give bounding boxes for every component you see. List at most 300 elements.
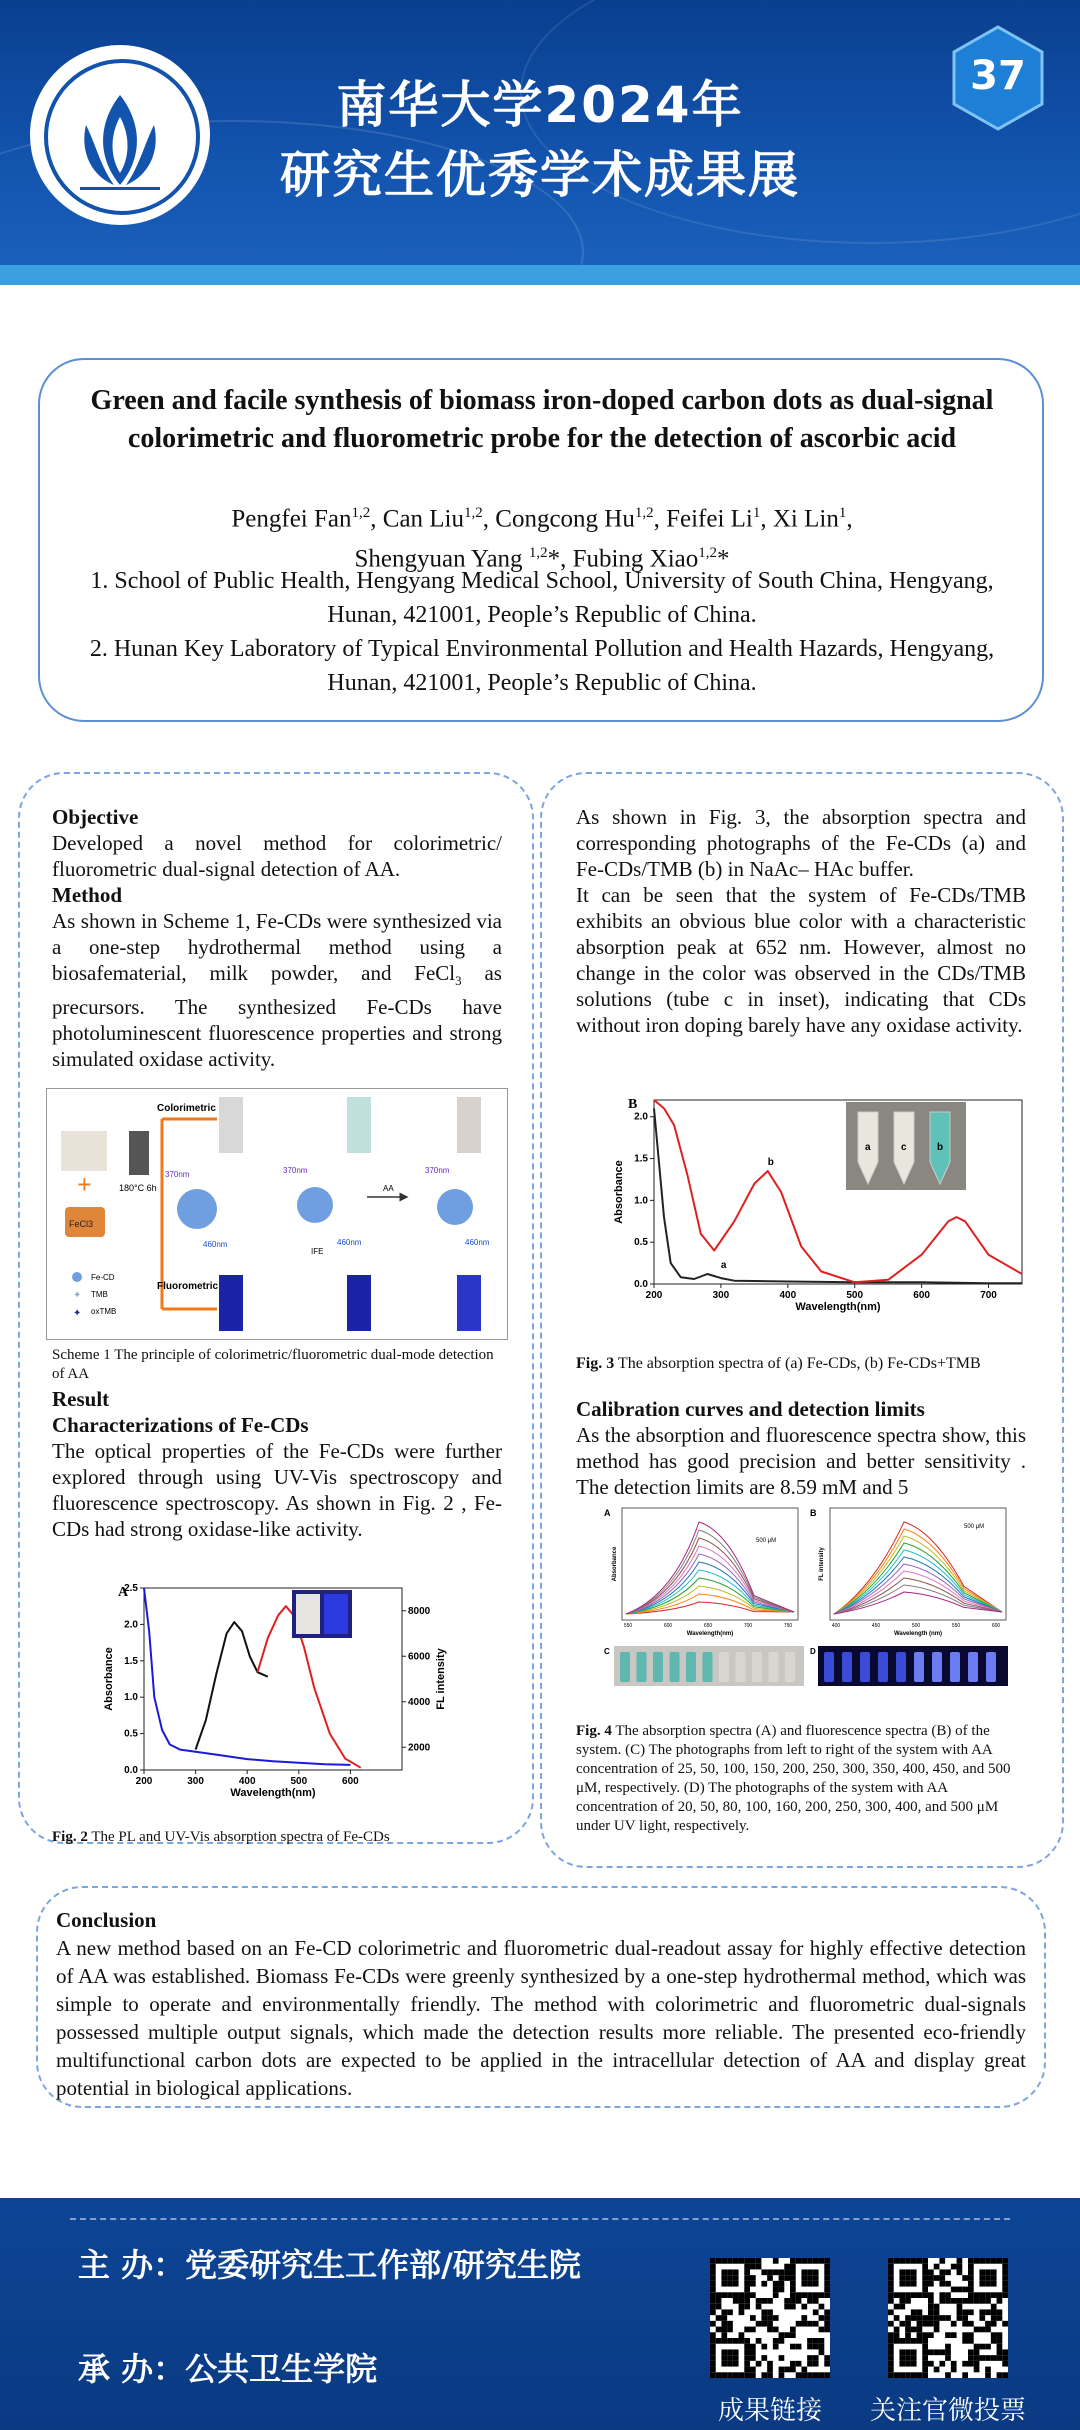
characterization-text: The optical properties of the Fe-CDs were further explored through using UV-Vis spectroscopy and fluorescence spectroscopy. As shown in Fig. 2 , Fe-CDs had strong oxidase-like activity. (52, 1439, 502, 1541)
qr-module (756, 2264, 762, 2270)
qr-module (750, 2315, 756, 2321)
qr-module (997, 2298, 1003, 2304)
qr-module (790, 2344, 796, 2350)
x-tick-label: 600 (913, 1290, 930, 1301)
fecl3-label: FeCl3 (69, 1219, 94, 1229)
qr-module (934, 2315, 940, 2321)
ife-label: IFE (311, 1247, 324, 1256)
qr-module (939, 2269, 945, 2275)
fig4-panel-b-label: B (810, 1508, 817, 1518)
qr-module (985, 2281, 991, 2287)
x-tick-label: 200 (135, 1776, 153, 1787)
qr-module (801, 2372, 807, 2378)
qr-module (761, 2309, 767, 2315)
qr-module (1002, 2269, 1008, 2275)
qr-module (813, 2372, 819, 2378)
qr-module (773, 2338, 779, 2344)
fig4-a-tick: 550 (623, 1623, 633, 1629)
qr-module (721, 2309, 727, 2315)
qr-module (721, 2338, 727, 2344)
qr-module (801, 2269, 807, 2275)
qr-module (899, 2349, 905, 2355)
qr-module (756, 2258, 762, 2264)
qr-module (779, 2372, 785, 2378)
fig2-inset-vial-uv (324, 1594, 348, 1634)
qr-module (888, 2298, 894, 2304)
qr-module (807, 2338, 813, 2344)
qr-module (819, 2338, 825, 2344)
qr-module (813, 2281, 819, 2287)
result-heading: Result (52, 1387, 110, 1411)
qr-module (888, 2367, 894, 2373)
qr-module (710, 2321, 716, 2327)
qr-module (939, 2275, 945, 2281)
qr-module (790, 2298, 796, 2304)
qr-module (911, 2349, 917, 2355)
qr-module (796, 2321, 802, 2327)
qr-module (756, 2338, 762, 2344)
qr-module (801, 2258, 807, 2264)
qr-module (917, 2292, 923, 2298)
qr-module (727, 2327, 733, 2333)
qr-module (733, 2361, 739, 2367)
fig2-chart (100, 1580, 450, 1800)
qr-module (968, 2332, 974, 2338)
qr-module (928, 2349, 934, 2355)
qr-module (779, 2367, 785, 2373)
qr-module (733, 2338, 739, 2344)
qr-module (824, 2292, 830, 2298)
qr-module (934, 2304, 940, 2310)
qr-module (744, 2281, 750, 2287)
qr-module (888, 2338, 894, 2344)
qr-module (1002, 2258, 1008, 2264)
qr-module (807, 2292, 813, 2298)
qr-module (974, 2327, 980, 2333)
qr-module (917, 2372, 923, 2378)
qr-module (813, 2321, 819, 2327)
qr-module (767, 2309, 773, 2315)
x-tick-label: 400 (238, 1776, 256, 1787)
qr-module (733, 2349, 739, 2355)
qr-module (727, 2275, 733, 2281)
qr-module (750, 2355, 756, 2361)
qr-module (917, 2321, 923, 2327)
qr-module (761, 2321, 767, 2327)
fig4d-vial (896, 1652, 906, 1682)
qr-module (744, 2344, 750, 2350)
qr-module (1002, 2281, 1008, 2287)
qr-module (962, 2309, 968, 2315)
qr-module (962, 2361, 968, 2367)
qr-module (905, 2275, 911, 2281)
qr-module (928, 2298, 934, 2304)
qr-module (824, 2361, 830, 2367)
qr-module (813, 2344, 819, 2350)
qr-module (710, 2275, 716, 2281)
qr-module (761, 2355, 767, 2361)
qr-module (905, 2372, 911, 2378)
qr-module (744, 2327, 750, 2333)
qr-module (894, 2332, 900, 2338)
legend-oxtmb-icon: ✦ (73, 1308, 82, 1319)
qr-module (968, 2355, 974, 2361)
objective-text: Developed a novel method for colorimetric/ fluorometric dual-signal detection of AA. (52, 831, 502, 881)
fig4-panel-b-concentration: 500 μM (964, 1524, 985, 1530)
qr-module (894, 2327, 900, 2333)
qr-module (968, 2338, 974, 2344)
qr-module (974, 2292, 980, 2298)
qr-module (985, 2309, 991, 2315)
qr-module (905, 2269, 911, 2275)
qr-module (773, 2315, 779, 2321)
qr-module (968, 2264, 974, 2270)
qr-module (710, 2292, 716, 2298)
qr-module (974, 2367, 980, 2373)
fig2-caption-text: The PL and UV-Vis absorption spectra of Fe-CDs (87, 1829, 390, 1845)
qr-module (710, 2269, 716, 2275)
qr-module (801, 2292, 807, 2298)
qr-module (807, 2355, 813, 2361)
qr-module (934, 2264, 940, 2270)
qr-module (744, 2361, 750, 2367)
fig4-a-tick: 600 (663, 1623, 673, 1629)
y-tick-label: 2.0 (634, 1111, 648, 1123)
qr-module (974, 2361, 980, 2367)
fig4c-vial (752, 1652, 762, 1682)
qr-module (911, 2361, 917, 2367)
header-stripe (0, 265, 1080, 285)
qr-module (744, 2287, 750, 2293)
conclusion-text: A new method based on an Fe-CD colorimetric and fluorometric dual-readout assay for highly effective detection of AA was established. Biomass Fe-CDs were greenly synthesized by a one-step hydrothermal method, which was simple to operate and environmentally friendly. The method with colorimetric and fluorometric dual-signals possessed multiple output signals, which made the detection results more reliable. The presented eco-friendly multifunctional carbon dots are expected to be applied in the intracellular detection of AA and display great potential in biological applications. (56, 1936, 1026, 2100)
qr-module (962, 2332, 968, 2338)
qr-module (744, 2275, 750, 2281)
qr-module (888, 2344, 894, 2350)
qr-module (991, 2258, 997, 2264)
qr-module (991, 2275, 997, 2281)
qr-module (957, 2264, 963, 2270)
qr-module (761, 2281, 767, 2287)
fig4c-vial (686, 1652, 696, 1682)
qr-module (796, 2258, 802, 2264)
qr-module (888, 2361, 894, 2367)
y2-tick-label: 4000 (408, 1696, 431, 1708)
x-tick-label: 600 (342, 1776, 359, 1787)
qr-module (767, 2275, 773, 2281)
qr-module (922, 2372, 928, 2378)
qr-code-results[interactable] (710, 2258, 830, 2378)
qr-module (951, 2321, 957, 2327)
qr-module (951, 2287, 957, 2293)
qr-module (922, 2292, 928, 2298)
qr-module (710, 2355, 716, 2361)
qr-module (721, 2327, 727, 2333)
qr-module (899, 2258, 905, 2264)
fig4-panel-b-xlabel: Wavelength (nm) (893, 1631, 943, 1637)
fig3-intro-text: As shown in Fig. 3, the absorption spectra and corresponding photographs of the Fe-CDs (a) and Fe-CDs/TMB (b) in NaAc– HAc buffer. (576, 805, 1026, 881)
qr-module (997, 2332, 1003, 2338)
qr-module (727, 2269, 733, 2275)
fluorometric-label: Fluorometric (157, 1281, 219, 1292)
fig4-caption-text: The absorption spectra (A) and fluorescence spectra (B) of the system. (C) The photographs from left to right of the system with AA concentration of 25, 50, 100, 150, 200, 250, 300, 350, 400, 450, and 500 μM, respectively. (D) The photographs of the system with AA concentration of 20, 50, 80, 100, 160, 200, 250, 300, 400, and 500 μM under UV light, respectively. (576, 1723, 1011, 1834)
qr-module (888, 2269, 894, 2275)
fig4a-spectrum (626, 1570, 794, 1614)
qr-module (991, 2338, 997, 2344)
x-tick-label: 500 (846, 1290, 864, 1301)
qr-module (979, 2355, 985, 2361)
qr-module (819, 2304, 825, 2310)
qr-module (968, 2298, 974, 2304)
affiliation-1: 1. School of Public Health, Hengyang Medical School, University of South China, Hengyang, Hunan, 421001, People’s Republic of China. (90, 568, 994, 628)
qr-module (790, 2258, 796, 2264)
qr-module (985, 2355, 991, 2361)
x-tick-label: 500 (290, 1776, 308, 1787)
affiliations (70, 564, 1014, 700)
qr-module (997, 2349, 1003, 2355)
qr-code-vote[interactable] (888, 2258, 1008, 2378)
qr-module (905, 2315, 911, 2321)
qr-module (939, 2281, 945, 2287)
qr-module (917, 2309, 923, 2315)
qr-module (997, 2315, 1003, 2321)
fig4d-vial (968, 1652, 978, 1682)
fig4d-vial (842, 1652, 852, 1682)
qr-module (721, 2355, 727, 2361)
qr-module (733, 2292, 739, 2298)
qr-module (801, 2304, 807, 2310)
objective-section (52, 804, 502, 1072)
qr-module (819, 2349, 825, 2355)
qr-module (951, 2264, 957, 2270)
qr-module (807, 2281, 813, 2287)
excitation-label: 370nm (283, 1166, 308, 1175)
qr-module (979, 2298, 985, 2304)
y-tick-label: 1.0 (634, 1195, 648, 1207)
qr-module (979, 2258, 985, 2264)
qr-module (968, 2287, 974, 2293)
qr-module (750, 2327, 756, 2333)
qr-module (813, 2258, 819, 2264)
qr-module (824, 2281, 830, 2287)
qr-module (744, 2292, 750, 2298)
qr-module (899, 2269, 905, 2275)
qr-module (727, 2349, 733, 2355)
qr-module (727, 2281, 733, 2287)
fig3-analysis-text: It can be seen that the system of Fe-CDs/TMB exhibits an obvious blue color with a characteristic absorption peak at 652 nm. However, almost no change in the color was observed in the CDs/TMB solutions (tube c in inset), indicating that CDs without iron doping barely have any oxidase activity. (576, 883, 1026, 1037)
qr-module (991, 2292, 997, 2298)
qr-module (922, 2264, 928, 2270)
qr-module (824, 2287, 830, 2293)
qr-module (733, 2258, 739, 2264)
qr-module (819, 2258, 825, 2264)
fig4c-vial (736, 1652, 746, 1682)
qr-module (807, 2298, 813, 2304)
characterization-heading: Characterizations of Fe-CDs (52, 1413, 309, 1437)
qr-module (716, 2304, 722, 2310)
qr-module (744, 2338, 750, 2344)
affiliation-2: 2. Hunan Key Laboratory of Typical Environmental Pollution and Health Hazards, Hengyang, Hunan, 421001, People’s Republic of China. (89, 636, 995, 696)
qr-module (824, 2372, 830, 2378)
qr-module (957, 2309, 963, 2315)
qr-module (779, 2355, 785, 2361)
qr-module (710, 2361, 716, 2367)
qr-module (922, 2361, 928, 2367)
qr-module (790, 2292, 796, 2298)
qr-module (888, 2355, 894, 2361)
qr-module (991, 2332, 997, 2338)
qr-module (784, 2367, 790, 2373)
qr-module (985, 2367, 991, 2373)
qr-module (744, 2258, 750, 2264)
qr-module (928, 2275, 934, 2281)
qr-module (922, 2315, 928, 2321)
x-tick-label: 700 (980, 1290, 997, 1301)
poster-number: 37 (970, 53, 1026, 99)
y-tick-label: 1.5 (124, 1655, 138, 1667)
qr-module (767, 2315, 773, 2321)
qr-module (807, 2361, 813, 2367)
qr-module (991, 2315, 997, 2321)
qr-module (888, 2281, 894, 2287)
y-tick-label: 2.5 (124, 1583, 138, 1594)
qr-module (767, 2327, 773, 2333)
qr-module (968, 2361, 974, 2367)
fig4c-vial (719, 1652, 729, 1682)
fig4c-vial (620, 1652, 630, 1682)
qr-module (750, 2367, 756, 2373)
qr-module (911, 2315, 917, 2321)
qr-module (733, 2281, 739, 2287)
qr-module (1002, 2321, 1008, 2327)
y-tick-label: 2.0 (124, 1619, 138, 1631)
legend-fecd-icon (72, 1272, 82, 1282)
qr-module (957, 2315, 963, 2321)
paper-title: Green and facile synthesis of biomass iron-doped carbon dots as dual-signal colorimetric and fluorometric probe for the detection of ascorbic acid (90, 385, 994, 454)
qr-module (761, 2344, 767, 2350)
qr-module (997, 2372, 1003, 2378)
qr-module (739, 2309, 745, 2315)
fig4d-vial (932, 1652, 942, 1682)
qr-module (750, 2275, 756, 2281)
qr-module (945, 2372, 951, 2378)
qr-module (779, 2275, 785, 2281)
fe-cd-cluster-3 (437, 1189, 473, 1225)
qr-module (710, 2332, 716, 2338)
qr-module (716, 2315, 722, 2321)
qr-module (939, 2292, 945, 2298)
qr-module (739, 2338, 745, 2344)
qr-module (911, 2269, 917, 2275)
qr-module (985, 2292, 991, 2298)
qr-module (807, 2258, 813, 2264)
qr-module (813, 2361, 819, 2367)
qr-module (784, 2298, 790, 2304)
series-label-b: b (767, 1157, 774, 1169)
qr-module (1002, 2355, 1008, 2361)
qr-module (739, 2298, 745, 2304)
exhibition-title (260, 70, 820, 210)
y2-tick-label: 2000 (408, 1742, 431, 1754)
qr-module (917, 2258, 923, 2264)
qr-module (957, 2287, 963, 2293)
qr-module (790, 2264, 796, 2270)
colorimetric-label: Colorimetric (157, 1103, 216, 1114)
qr-module (727, 2258, 733, 2264)
qr-module (716, 2338, 722, 2344)
qr-module (710, 2298, 716, 2304)
qr-module (727, 2292, 733, 2298)
qr-module (790, 2287, 796, 2293)
fig2-inset-vial-light (296, 1594, 320, 1634)
reaction-condition-label: 180°C 6h (119, 1183, 157, 1193)
qr-module (721, 2332, 727, 2338)
qr-module (744, 2304, 750, 2310)
qr-module (962, 2287, 968, 2293)
qr-module (945, 2298, 951, 2304)
qr-module (911, 2281, 917, 2287)
qr-module (773, 2269, 779, 2275)
qr-module (750, 2349, 756, 2355)
qr-module (790, 2327, 796, 2333)
qr-module (807, 2372, 813, 2378)
y-tick-label: 0.5 (634, 1237, 648, 1249)
qr-module (773, 2327, 779, 2333)
qr-module (957, 2304, 963, 2310)
qr-module (721, 2349, 727, 2355)
qr-module (979, 2292, 985, 2298)
qr-module (888, 2264, 894, 2270)
qr-module (968, 2309, 974, 2315)
qr-module (779, 2287, 785, 2293)
qr-module (784, 2264, 790, 2270)
qr-module (934, 2275, 940, 2281)
qr-module (813, 2298, 819, 2304)
qr-module (761, 2298, 767, 2304)
qr-module (716, 2292, 722, 2298)
qr-module (796, 2344, 802, 2350)
x-tick-label: 300 (712, 1290, 730, 1301)
qr-module (796, 2292, 802, 2298)
legend-oxtmb-label: oxTMB (91, 1307, 117, 1316)
qr-module (911, 2258, 917, 2264)
qr-module (807, 2321, 813, 2327)
qr-module (784, 2332, 790, 2338)
qr-module (710, 2349, 716, 2355)
qr-module (905, 2292, 911, 2298)
qr-module (744, 2269, 750, 2275)
inset-vial-label: c (901, 1142, 907, 1153)
fig4-panel-a-ylabel: Absorbance (612, 1546, 618, 1582)
qr-module (985, 2327, 991, 2333)
inset-vial-label: b (937, 1142, 944, 1153)
qr-module (928, 2321, 934, 2327)
qr-module (813, 2355, 819, 2361)
qr-module (773, 2287, 779, 2293)
panel-label: B (628, 1097, 638, 1112)
qr-module (761, 2315, 767, 2321)
emission-label: 460nm (203, 1240, 228, 1249)
qr-module (824, 2321, 830, 2327)
qr-module (939, 2315, 945, 2321)
qr-module (979, 2281, 985, 2287)
objective-heading: Objective (52, 805, 139, 829)
qr-module (710, 2338, 716, 2344)
qr-module (968, 2269, 974, 2275)
qr-module (756, 2361, 762, 2367)
series-line-excitation (196, 1622, 268, 1749)
host-organization: 主 办：党委研究生工作部/研究生院 (78, 2246, 581, 2284)
qr-module (1002, 2264, 1008, 2270)
